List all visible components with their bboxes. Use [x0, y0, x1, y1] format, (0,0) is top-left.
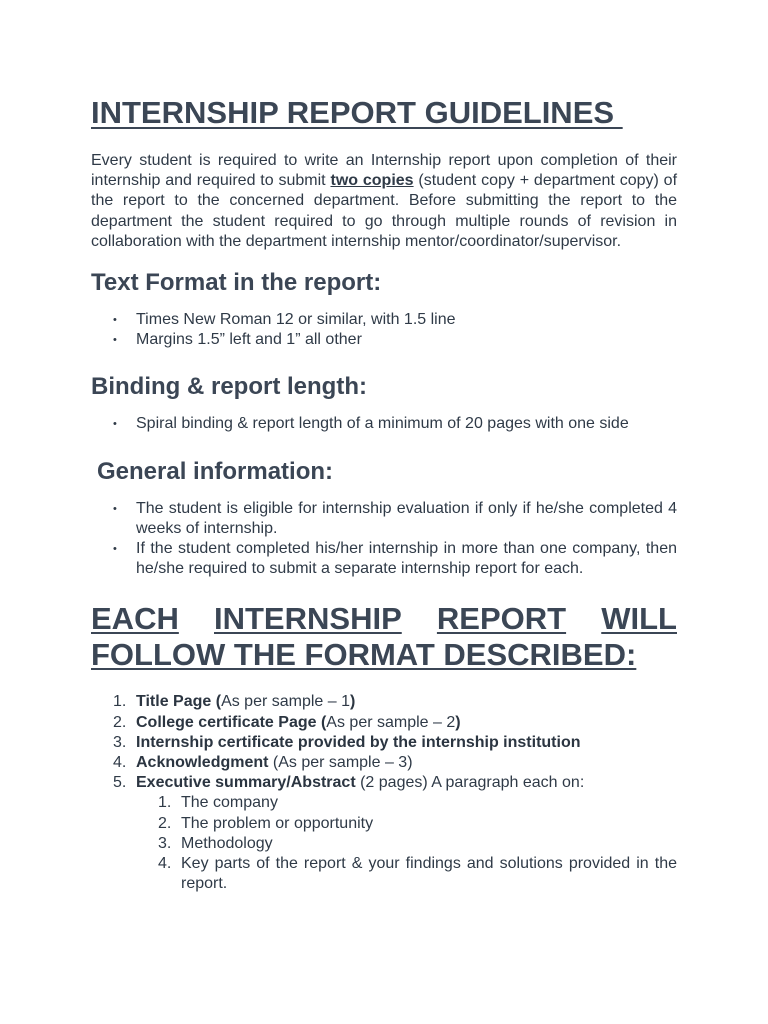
list-item: • Spiral binding & report length of a minimum of 20 pages with one side	[91, 414, 677, 434]
list-item: 4. Acknowledgment (As per sample – 3)	[113, 754, 413, 772]
bullet-icon: •	[113, 334, 117, 347]
format-list	[91, 692, 677, 894]
list-item: 2. The problem or opportunity	[158, 814, 374, 832]
list-item: • Margins 1.5” left and 1” all other	[91, 330, 677, 350]
binding-list	[91, 414, 677, 434]
document-title: INTERNSHIP REPORT GUIDELINES	[91, 95, 623, 130]
bullet-icon: •	[113, 502, 117, 515]
document-content	[91, 94, 677, 894]
format-heading-line-2: FOLLOW THE FORMAT DESCRIBED:	[91, 637, 637, 673]
list-item: 4. Key parts of the report & your findings and solutions provided in the report.	[158, 855, 677, 893]
intro-text-start: Every student is required to write an Internship report upon completion of their internship and required to submit	[91, 152, 677, 190]
text-format-list	[91, 310, 677, 350]
list-item: • The student is eligible for internship evaluation if only if he/she completed 4 weeks of internship.	[113, 499, 677, 537]
binding-heading: Binding & report length:	[91, 373, 367, 401]
general-info-heading: General information:	[97, 457, 334, 485]
abstract-sublist	[136, 793, 677, 894]
intro-paragraph	[91, 151, 677, 252]
intro-text-end: (student copy + department copy) of the report to the concerned department. Before submitting the report to the department the student required to go through multiple rounds of revision in collaboration with the department internship mentor/coordinator/supervisor.	[91, 172, 678, 250]
bullet-icon: •	[113, 314, 117, 327]
list-item: 3. Internship certificate provided by the internship institution	[113, 733, 581, 751]
bullet-icon: •	[113, 543, 117, 556]
intro-emphasis: two copies	[330, 172, 414, 190]
list-item: 2. College certificate Page (As per sample – 2)	[113, 713, 461, 731]
list-item: • Times New Roman 12 or similar, with 1.5 line	[91, 310, 677, 330]
text-format-heading: Text Format in the report:	[91, 269, 382, 297]
general-info-list	[91, 499, 677, 580]
list-item: 1. Title Page (As per sample – 1)	[113, 693, 356, 711]
list-item: • If the student completed his/her internship in more than one company, then he/she required to submit a separate internship report for each.	[113, 540, 677, 578]
format-heading	[91, 601, 677, 673]
list-item: 3. Methodology	[158, 834, 273, 852]
format-heading-line-1: EACH INTERNSHIP REPORT WILL	[91, 601, 677, 637]
list-item: 1. The company	[158, 794, 278, 812]
bullet-icon: •	[113, 418, 117, 431]
list-item: 5. Executive summary/Abstract (2 pages) A paragraph each on: 1. The company 2. The problem or opportunity 3. Methodology 4. Key parts of the report & your findings and solutions provided in the report.	[91, 773, 677, 894]
